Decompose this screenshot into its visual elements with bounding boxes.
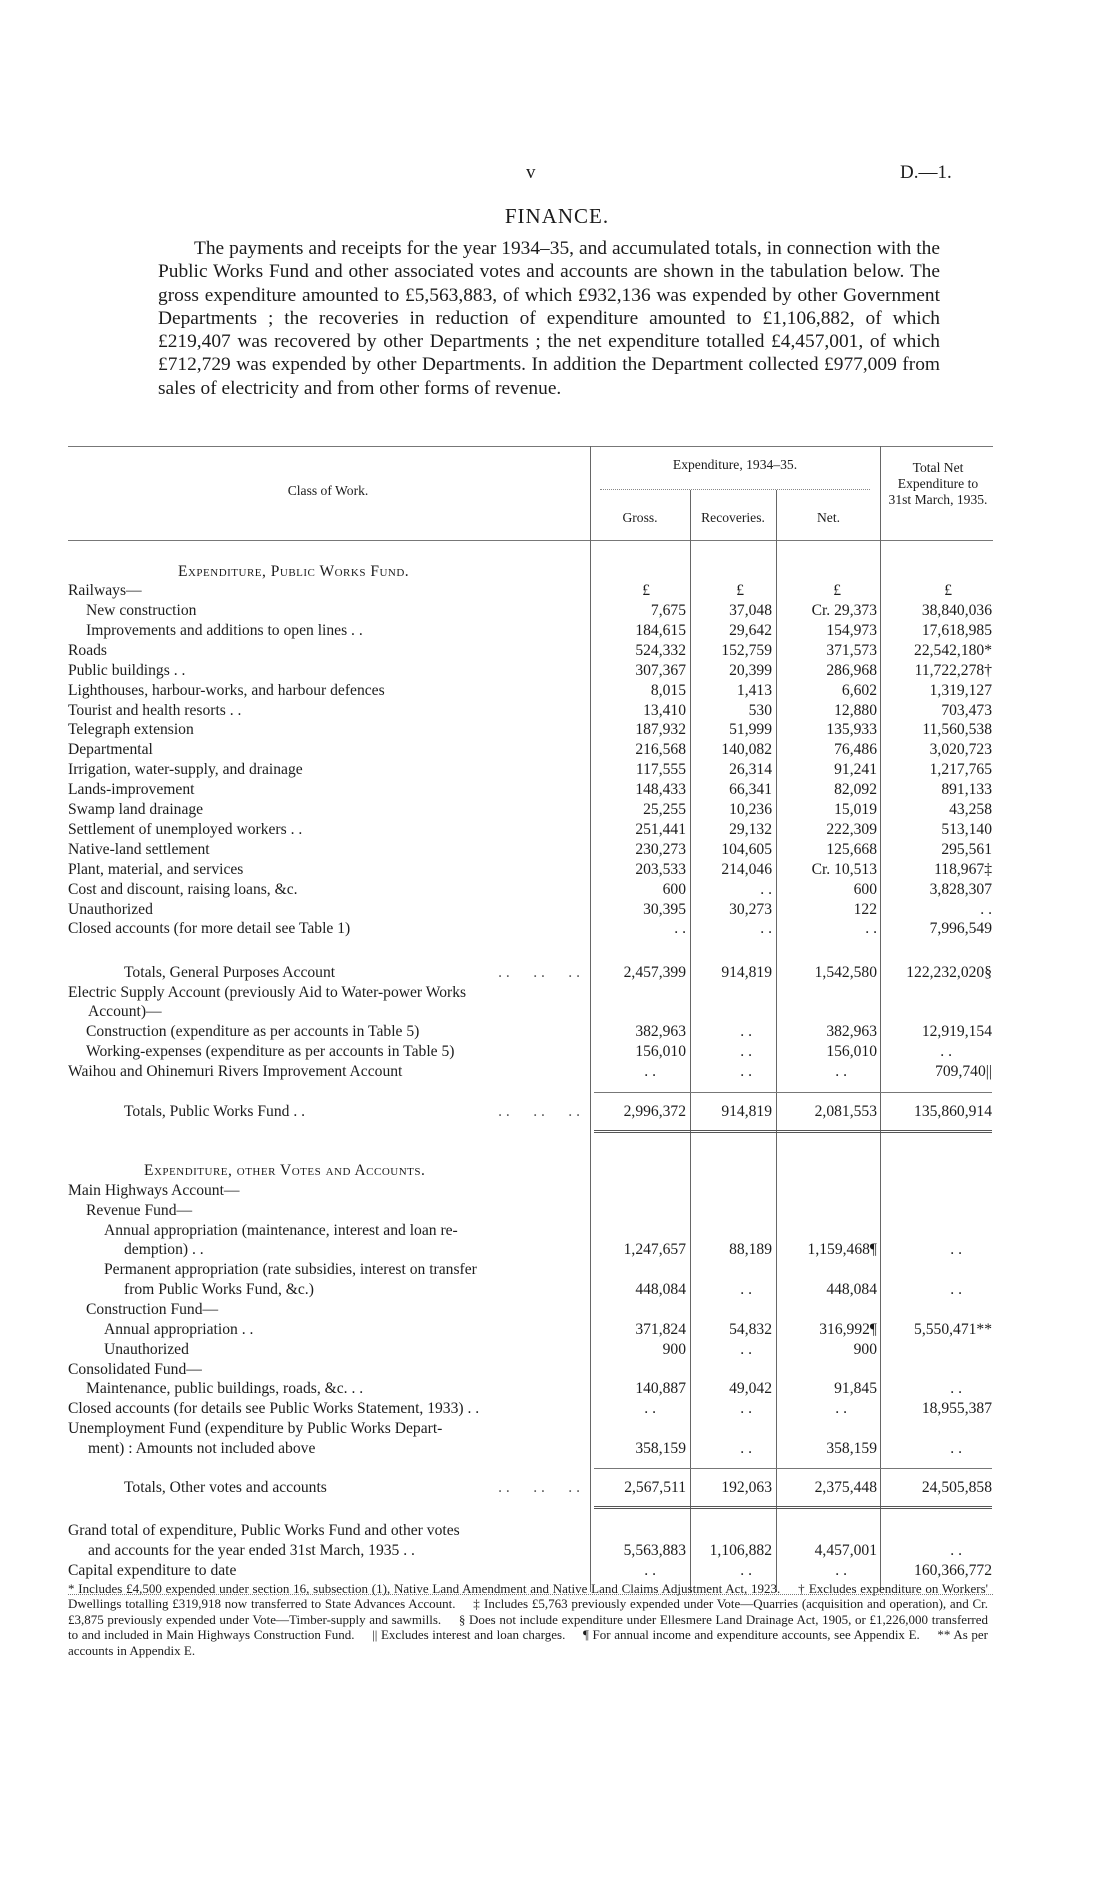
gross-value: 5,563,883 <box>623 1542 686 1559</box>
total-value: 43,258 <box>949 801 992 818</box>
gross-value: 600 <box>662 880 686 898</box>
table-row <box>0 682 1114 702</box>
table-row <box>0 662 1114 682</box>
row-label: Unauthorized <box>104 1341 189 1358</box>
table-row <box>0 1341 1114 1361</box>
header-net: Net. <box>816 510 841 525</box>
row-label: Waihou and Ohinemuri Rivers Improvement Account <box>68 1063 403 1080</box>
row-label: Main Highways Account— <box>68 1182 240 1199</box>
recoveries-value: 192,063 <box>721 1479 772 1496</box>
gross-value: 358,159 <box>635 1440 686 1457</box>
recoveries-value: . . <box>740 1562 752 1579</box>
gross-value: 140,887 <box>635 1380 686 1397</box>
table-row <box>0 642 1114 662</box>
net-value: 600 <box>853 880 877 898</box>
recoveries-value: . . <box>740 1043 752 1060</box>
recoveries-value: . . <box>740 1063 752 1080</box>
net-value: 125,668 <box>826 840 877 858</box>
recoveries-value: 530 <box>748 701 772 719</box>
gross-value: 230,273 <box>635 840 686 858</box>
row-label: Railways— <box>68 582 142 599</box>
net-value: 156,010 <box>826 1043 877 1060</box>
row-label: Improvements and additions to open lines . . <box>86 621 363 639</box>
table-row <box>0 1222 1114 1242</box>
row-label: Closed accounts (for details see Public Works Statement, 1933) . . <box>68 1400 480 1417</box>
total-value: 703,473 <box>941 701 992 719</box>
header-total-net: Total Net Expenditure to 31st March, 1935. <box>888 460 988 507</box>
section-heading: Expenditure, Public Works Fund. <box>178 563 410 580</box>
recoveries-value: 26,314 <box>729 761 772 779</box>
recoveries-value: . . <box>740 1440 752 1457</box>
row-label: Totals, General Purposes Account <box>124 964 336 981</box>
total-value: 135,860,914 <box>914 1103 992 1120</box>
net-value: . . <box>835 1400 847 1417</box>
total-value: 1,319,127 <box>929 681 992 699</box>
gross-value: 184,615 <box>635 621 686 639</box>
recoveries-value: 37,048 <box>729 602 772 619</box>
row-label: from Public Works Fund, &c.) <box>124 1281 314 1298</box>
row-label: Roads <box>68 641 107 659</box>
table-row <box>0 1043 1114 1063</box>
total-value: . . <box>980 900 992 918</box>
gross-value: . . <box>644 1562 656 1579</box>
table-row <box>0 1479 1114 1499</box>
gross-value: 156,010 <box>635 1043 686 1060</box>
recoveries-value: 152,759 <box>721 641 772 659</box>
table-row <box>0 761 1114 781</box>
gross-value: 448,084 <box>635 1281 686 1298</box>
total-value: 891,133 <box>941 781 992 799</box>
row-label: Tourist and health resorts . . <box>68 701 242 719</box>
gross-value: 2,996,372 <box>623 1103 686 1120</box>
row-label: Unauthorized <box>68 900 153 918</box>
table-row <box>0 1241 1114 1261</box>
table-row <box>0 1440 1114 1460</box>
table-row <box>0 602 1114 622</box>
table-row <box>0 781 1114 801</box>
total-value: 1,217,765 <box>929 761 992 779</box>
total-value: 7,996,549 <box>929 920 992 938</box>
table-row <box>0 1301 1114 1321</box>
page-header <box>0 162 1114 186</box>
table-row <box>0 984 1114 1004</box>
gross-value: 2,567,511 <box>624 1479 686 1496</box>
gross-value: 382,963 <box>635 1023 686 1040</box>
footnote: ¶ For annual income and expenditure accounts, see Appendix E. <box>582 1627 920 1643</box>
row-label: Permanent appropriation (rate subsidies, interest on transfer <box>104 1261 477 1278</box>
recoveries-value: 10,236 <box>729 801 772 818</box>
recoveries-value: 20,399 <box>729 661 772 679</box>
recoveries-value: 29,642 <box>729 621 772 639</box>
row-label: ment) : Amounts not included above <box>88 1440 316 1457</box>
table-row <box>0 1542 1114 1562</box>
table-row <box>0 1420 1114 1440</box>
total-value: 513,140 <box>941 820 992 838</box>
net-value: 154,973 <box>826 621 877 639</box>
net-value: 91,241 <box>834 761 877 779</box>
row-label: demption) . . <box>124 1241 204 1258</box>
net-value: Cr. 10,513 <box>811 860 877 878</box>
footnote: || Excludes interest and loan charges. <box>372 1627 566 1643</box>
row-label: Irrigation, water-supply, and drainage <box>68 761 303 779</box>
section-heading: Expenditure, other Votes and Accounts. <box>144 1162 426 1179</box>
gross-value: 524,332 <box>635 641 686 659</box>
row-label: Maintenance, public buildings, roads, &c. . . <box>86 1380 364 1397</box>
net-value: 15,019 <box>834 801 877 818</box>
row-label: Cost and discount, raising loans, &c. <box>68 880 298 898</box>
table-row <box>0 964 1114 984</box>
table-row <box>0 1182 1114 1202</box>
row-label: Telegraph extension <box>68 721 194 739</box>
recoveries-value: 29,132 <box>729 820 772 838</box>
header-class-of-work: Class of Work. <box>287 483 369 498</box>
table-row <box>0 1063 1114 1083</box>
row-label: Totals, Public Works Fund . . <box>124 1103 306 1120</box>
table-row <box>0 1103 1114 1123</box>
total-value: 118,967‡ <box>934 860 992 878</box>
table-row <box>0 801 1114 821</box>
header-recoveries: Recoveries. <box>701 510 765 525</box>
double-rule <box>594 1506 992 1511</box>
total-value: 5,550,471** <box>914 1321 992 1338</box>
recoveries-value: 140,082 <box>721 741 772 759</box>
table-row <box>0 901 1114 921</box>
row-label: Annual appropriation . . <box>104 1321 254 1338</box>
row-label: Lighthouses, harbour-works, and harbour defences <box>68 681 385 699</box>
net-value: . . <box>835 1562 847 1579</box>
net-value: 6,602 <box>841 681 877 699</box>
table-row <box>0 1400 1114 1420</box>
recoveries-value: 104,605 <box>721 840 772 858</box>
row-label: Totals, Other votes and accounts <box>124 1479 327 1496</box>
recoveries-value: 30,273 <box>729 900 772 918</box>
row-label: Native-land settlement <box>68 840 210 858</box>
net-value: Cr. 29,373 <box>811 602 877 619</box>
total-value: 3,020,723 <box>929 741 992 759</box>
total-value: 3,828,307 <box>929 880 992 898</box>
leader-dots: . . . . . . <box>498 1479 580 1496</box>
table-row <box>0 881 1114 901</box>
row-label: Closed accounts (for more detail see Table 1) <box>68 920 351 938</box>
total-value: . . <box>950 1241 962 1258</box>
row-label: Electric Supply Account (previously Aid to Water-power Works <box>68 984 467 1001</box>
currency-sign: £ <box>833 582 841 599</box>
double-rule <box>594 1130 992 1135</box>
gross-value: 13,410 <box>643 701 686 719</box>
header-bottom-rule <box>68 540 993 541</box>
currency-sign: £ <box>642 582 650 599</box>
recoveries-value: 49,042 <box>729 1380 772 1397</box>
recoveries-value: . . <box>740 1341 752 1358</box>
row-label: Construction (expenditure as per accounts in Table 5) <box>86 1023 420 1040</box>
row-label: Unemployment Fund (expenditure by Public Works Depart- <box>68 1420 443 1437</box>
currency-row <box>0 582 1114 602</box>
net-value: 91,845 <box>834 1380 877 1397</box>
row-label: Departmental <box>68 741 153 759</box>
total-value: . . <box>950 1281 962 1298</box>
recoveries-value: 914,819 <box>721 1103 772 1120</box>
leader-dots: . . . . . . <box>498 1103 580 1120</box>
net-value: 286,968 <box>826 661 877 679</box>
table-row <box>0 721 1114 741</box>
net-value: 1,542,580 <box>814 964 877 981</box>
table-row <box>0 861 1114 881</box>
table-row <box>0 1522 1114 1542</box>
total-value: . . <box>950 1542 962 1559</box>
recoveries-value: 214,046 <box>721 860 772 878</box>
row-label: Public buildings . . <box>68 661 186 679</box>
table-row <box>0 702 1114 722</box>
gross-value: 900 <box>662 1341 686 1358</box>
table-row <box>0 920 1114 940</box>
gross-value: 2,457,399 <box>623 964 686 981</box>
table-row <box>0 1361 1114 1381</box>
recoveries-value: 914,819 <box>721 964 772 981</box>
total-value: . . <box>950 1380 962 1397</box>
net-value: 316,992¶ <box>819 1321 877 1338</box>
recoveries-value: . . <box>760 920 772 938</box>
footnote: * Includes £4,500 expended under section 16, subsection (1), Native Land Amendment and Native Land Claims Adjustment Act, 1923. <box>68 1581 781 1596</box>
total-rule <box>594 1092 992 1093</box>
total-value: 11,722,278† <box>914 661 992 679</box>
header-expenditure: Expenditure, 1934–35. <box>672 457 798 472</box>
net-value: 76,486 <box>834 741 877 759</box>
total-value: 122,232,020§ <box>906 964 992 981</box>
recoveries-value: . . <box>740 1023 752 1040</box>
recoveries-value: 88,189 <box>729 1241 772 1258</box>
total-value: 160,366,772 <box>914 1562 992 1579</box>
table-row <box>0 741 1114 761</box>
footnote: ‡ Includes £5,763 previously expended under Vote—Quarries (acquisition and operation), and Cr. £3,875 previously expended under Vote—Timber-supply and sawmills. <box>68 1596 988 1627</box>
total-value: 295,561 <box>941 840 992 858</box>
leader-dots: . . . . . . <box>498 964 580 981</box>
table-row <box>0 841 1114 861</box>
intro-paragraph: The payments and receipts for the year 1934–35, and accumulated totals, in connection with the Public Works Fund and other associated votes and accounts are shown in the tabulation below. The gross expenditure amounted to £5,563,883, of which £932,136 was expended by other Government Departments ; the recoveries in reduction of expenditure amounted to £1,106,882, of which £219,407 was recovered by other Departments ; the net expenditure totalled £4,457,001, of which £712,729 was expended by other Departments. In addition the Department collected £977,009 from sales of electricity and from other forms of revenue. <box>158 238 940 399</box>
row-label: Capital expenditure to date <box>68 1562 237 1579</box>
gross-value: . . <box>644 1400 656 1417</box>
recoveries-value: 66,341 <box>729 781 772 799</box>
table-row <box>0 821 1114 841</box>
net-value: 222,309 <box>826 820 877 838</box>
page-number: v <box>526 162 536 183</box>
net-value: 382,963 <box>826 1023 877 1040</box>
gross-value: 251,441 <box>635 820 686 838</box>
gross-value: 8,015 <box>650 681 686 699</box>
total-value: 24,505,858 <box>921 1479 992 1496</box>
net-value: 4,457,001 <box>814 1542 877 1559</box>
row-label: Settlement of unemployed workers . . <box>68 820 303 838</box>
net-value: 448,084 <box>826 1281 877 1298</box>
row-label: Account)— <box>88 1003 162 1020</box>
gross-value: 371,824 <box>635 1321 686 1338</box>
total-value: . . <box>950 1440 962 1457</box>
table-row <box>0 1380 1114 1400</box>
net-value: 900 <box>853 1341 877 1358</box>
recoveries-value: 51,999 <box>729 721 772 739</box>
total-value: 709,740|| <box>935 1063 992 1080</box>
row-label: Swamp land drainage <box>68 801 204 818</box>
table-row <box>0 1281 1114 1301</box>
row-label: Plant, material, and services <box>68 860 244 878</box>
gross-value: 203,533 <box>635 860 686 878</box>
recoveries-value: . . <box>760 880 772 898</box>
row-label: Working-expenses (expenditure as per accounts in Table 5) <box>86 1043 455 1060</box>
total-value: 17,618,985 <box>921 621 992 639</box>
gross-value: 7,675 <box>650 602 686 619</box>
row-label: Annual appropriation (maintenance, interest and loan re- <box>104 1222 458 1239</box>
gross-value: 307,367 <box>635 661 686 679</box>
currency-sign: £ <box>944 582 952 599</box>
document-reference: D.—1. <box>900 162 952 183</box>
gross-value: . . <box>674 920 686 938</box>
row-label: New construction <box>86 602 197 619</box>
row-label: Construction Fund— <box>86 1301 219 1318</box>
gross-value: 216,568 <box>635 741 686 759</box>
table-row <box>0 1261 1114 1281</box>
gross-value: 148,433 <box>635 781 686 799</box>
gross-value: 187,932 <box>635 721 686 739</box>
row-label: and accounts for the year ended 31st March, 1935 . . <box>88 1542 415 1559</box>
net-value: . . <box>865 920 877 938</box>
table-row <box>0 1023 1114 1043</box>
row-label: Consolidated Fund— <box>68 1361 202 1378</box>
gross-value: 117,555 <box>635 761 686 779</box>
gross-value: 1,247,657 <box>623 1241 686 1258</box>
total-value: 12,919,154 <box>921 1023 992 1040</box>
footnote: † Excludes expenditure on Workers' Dwellings totalling £319,918 now transferred to State Advances Account. <box>68 1581 988 1612</box>
net-value: 2,081,553 <box>814 1103 877 1120</box>
total-rule <box>594 1468 992 1469</box>
net-value: 1,159,468¶ <box>807 1241 877 1258</box>
row-label: Lands-improvement <box>68 781 195 799</box>
net-value: 12,880 <box>834 701 877 719</box>
table-row <box>0 622 1114 642</box>
recoveries-value: 1,413 <box>736 681 772 699</box>
section-title: FINANCE. <box>504 204 610 228</box>
recoveries-value: 1,106,882 <box>709 1542 772 1559</box>
net-value: 358,159 <box>826 1440 877 1457</box>
recoveries-value: . . <box>740 1400 752 1417</box>
total-value: 22,542,180* <box>914 641 992 659</box>
group-rule <box>600 489 870 490</box>
net-value: 135,933 <box>826 721 877 739</box>
recoveries-value: . . <box>740 1281 752 1298</box>
table-row <box>0 1202 1114 1222</box>
row-label: Revenue Fund— <box>86 1202 193 1219</box>
net-value: 2,375,448 <box>814 1479 877 1496</box>
header-gross: Gross. <box>622 510 658 525</box>
net-value: . . <box>835 1063 847 1080</box>
footnote: § Does not include expenditure under Ellesmere Land Drainage Act, 1905, or £1,226,000 transferred to and included in Main Highways Construction Fund. <box>68 1611 989 1643</box>
total-value: . . <box>940 1043 952 1060</box>
table-row <box>0 1321 1114 1341</box>
gross-value: 25,255 <box>643 801 686 818</box>
gross-value: 30,395 <box>643 900 686 918</box>
row-label: Grand total of expenditure, Public Works Fund and other votes <box>68 1522 460 1539</box>
footnotes <box>68 1581 988 1658</box>
gross-value: . . <box>644 1063 656 1080</box>
currency-sign: £ <box>736 582 744 599</box>
net-value: 371,573 <box>826 641 877 659</box>
total-value: 11,560,538 <box>922 721 992 739</box>
recoveries-value: 54,832 <box>729 1321 772 1338</box>
net-value: 122 <box>853 900 877 918</box>
table-row <box>0 1562 1114 1582</box>
footnote: ** As per accounts in Appendix E. <box>68 1627 989 1658</box>
total-value: 18,955,387 <box>921 1400 992 1417</box>
net-value: 82,092 <box>834 781 877 799</box>
table-row <box>0 1003 1114 1023</box>
total-value: 38,840,036 <box>921 602 992 619</box>
table-top-rule <box>68 446 993 447</box>
